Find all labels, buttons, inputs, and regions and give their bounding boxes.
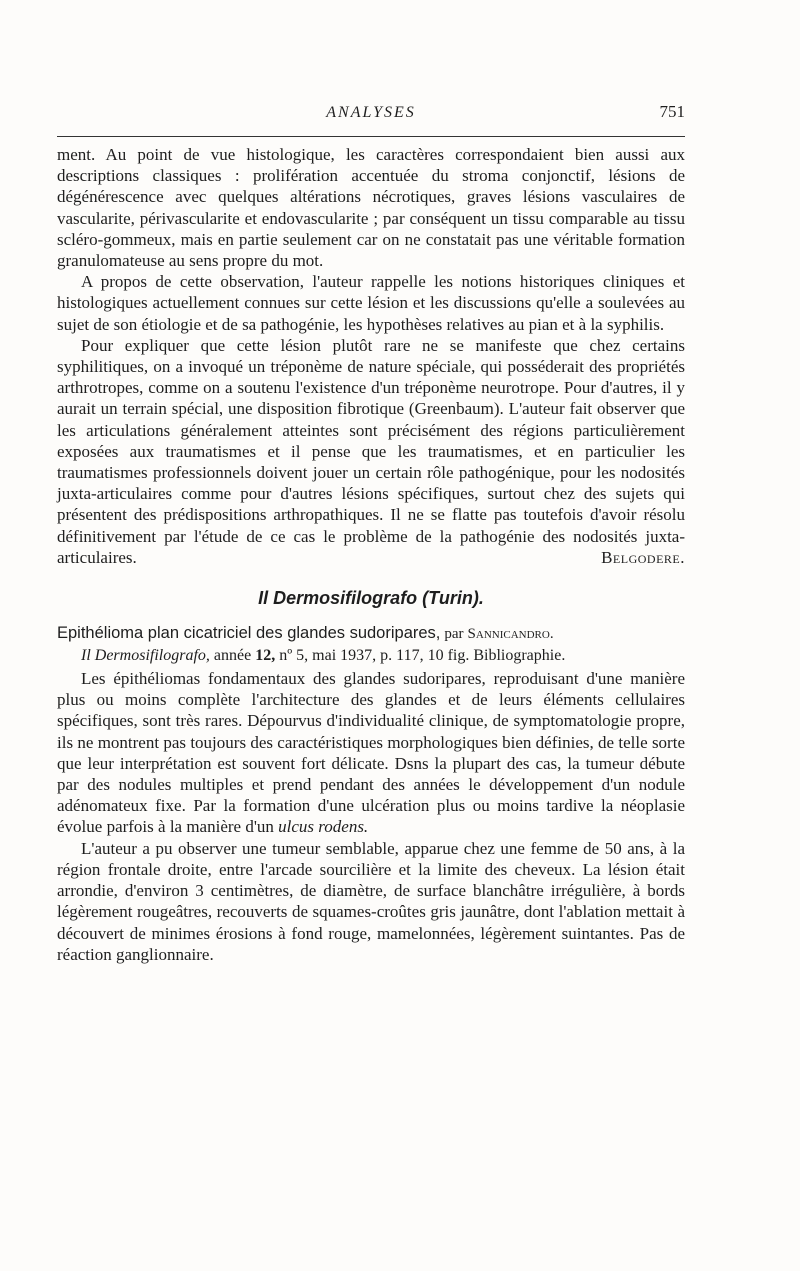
article-year-prefix: année bbox=[213, 647, 252, 665]
paragraph-history: A propos de cette observation, l'auteur rappelle les notions historiques cliniques et histologiques actuellement connues sur cette lésion et les discussions qu'elle a soulevées au sujet de son étiologie et de sa pathogénie, les hypothèses relatives au pian et à la syphilis. bbox=[57, 272, 685, 334]
paragraph-continuation: ment. Au point de vue histologique, les caractères correspondaient bien aussi aux descriptions classiques : prolifération accentuée du stroma conjonctif, lésions de dégénérescence avec quelques altérations nécrotiques, graves lésions vasculaires de vascularite, périvascularite et endovascularite ; par conséquent un tissu comparable au tissu scléro-gommeux, mais en partie seulement car on ne constatait pas une véritable formation granulomateuse au sens propre du mot. bbox=[57, 145, 685, 271]
page-number: 751 bbox=[659, 102, 685, 121]
article-author: Sannicandro. bbox=[467, 626, 554, 643]
article-journal: Il Dermosifilografo, bbox=[81, 647, 210, 665]
header-rule bbox=[57, 136, 685, 137]
paragraph-epithelioma bbox=[57, 668, 685, 838]
paragraph-pathogeny-text: Pour expliquer que cette lésion plutôt rare ne se manifeste que chez certains syphilitiques, on a invoqué un tréponème de nature spéciale, qui posséderait des propriétés arthrotropes, comme on a soutenu l'existence d'un tréponème neurotrope. Pour d'autres, il y aurait un terrain spécial, une disposition fibrotique (Greenbaum). L'auteur fait observer que les articulations généralement atteintes sont précisément des régions particulièrement exposées aux traumatismes et il pense que les traumatismes, et en particulier les traumatismes professionnels doivent jouer un certain rôle pathogénique, pour les nodosités juxta-articulaires comme pour d'autres lésions spécifiques, surtout chez des sujets qui présentent des prédispositions arthropathiques. Il ne se flatte pas toutefois d'avoir résolu définitivement par l'étude de ce cas le problème de la pathogénie des nodosités juxta-articulaires. bbox=[57, 335, 685, 567]
article-volume: 12, bbox=[255, 647, 276, 665]
paragraph-case: L'auteur a pu observer une tumeur semblable, apparue chez une femme de 50 ans, à la région frontale droite, entre l'arcade sourcilière et la limite des cheveux. La lésion était arrondie, d'environ 3 centimètres, de diamètre, de surface blanchâtre irrégulière, à bords légèrement rougeâtres, recouverts de squames-croûtes gris jaunâtre, dont l'ablation mettait à découvert de minimes érosions à fond rouge, mamelonnées, légèrement suintantes. Pas de réaction ganglionnaire. bbox=[57, 838, 685, 964]
article-reference bbox=[81, 645, 685, 666]
reviewer-signature: Belgodere. bbox=[601, 547, 685, 567]
article-issue-pages: nº 5, mai 1937, p. 117, 10 fig. Bibliographie. bbox=[279, 647, 566, 665]
article-heading bbox=[57, 623, 685, 645]
running-title: ANALYSES bbox=[326, 104, 416, 121]
journal-section-heading: Il Dermosifilografo (Turin). bbox=[258, 588, 484, 609]
article-by: par bbox=[444, 626, 464, 643]
paragraph-pathogeny bbox=[57, 335, 685, 568]
paragraph-epithelioma-italic: ulcus rodens. bbox=[278, 817, 369, 837]
paragraph-epithelioma-text: Les épithéliomas fondamentaux des glandes sudoripares, reproduisant d'une manière plus ou moins complète l'architecture des glandes et de leurs éléments cellulaires spécifiques, sont très rares. Dépourvus d'individualité clinique, de symptomatologie propre, ils ne montrent pas toujours des caractéristiques morphologiques bien définies, de telle sorte que leur interprétation est souvent fort délicate. Dsns la plupart des cas, la tumeur débute par des nodules multiples et prend pendant des années le développement d'un nodule adénomateux fixe. Par la formation d'une ulcération plus ou moins tardive la néoplasie évolue parfois à la manière d'un bbox=[57, 669, 685, 837]
page-body bbox=[57, 144, 685, 965]
article-title: Epithélioma plan cicatriciel des glandes sudoripares, bbox=[57, 624, 441, 643]
page-header bbox=[57, 98, 685, 130]
